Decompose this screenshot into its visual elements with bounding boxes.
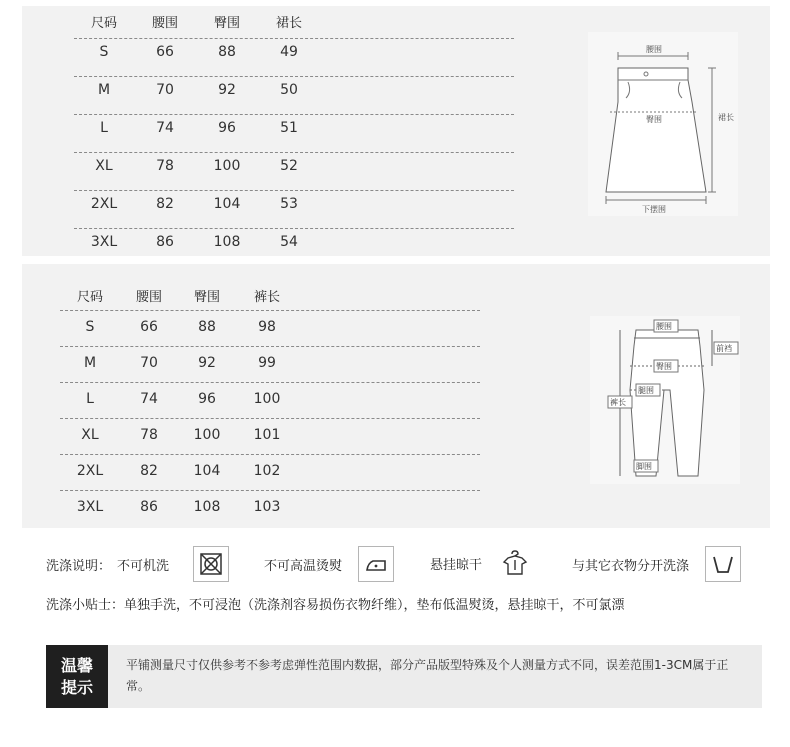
- table-cell: 100: [253, 391, 281, 407]
- care-label: 不可高温烫熨: [264, 558, 343, 574]
- pants-size-panel: [22, 264, 770, 528]
- table-cell: 51: [280, 120, 298, 136]
- care-item-hang-dry: [430, 546, 532, 580]
- table-cell: XL: [81, 427, 99, 443]
- column-header: 腰围: [151, 15, 178, 31]
- pants-waist-label: 腰围: [656, 322, 672, 331]
- skirt-diagram: [588, 32, 738, 216]
- care-label: 与其它衣物分开洗涤: [572, 558, 690, 574]
- table-cell: 70: [156, 82, 174, 98]
- table-cell: M: [97, 82, 111, 98]
- notice-text: 平铺测量尺寸仅供参考不参考虑弹性范围内数据，部分产品版型特殊及个人测量方式不同，误差范围1-3CM属于正常。: [126, 658, 729, 693]
- pants-length-label: 裤长: [610, 398, 626, 407]
- table-cell: 2XL: [76, 463, 104, 479]
- table-row: [74, 192, 320, 216]
- pants-hip-label: 臀围: [656, 362, 672, 371]
- column-header: 尺码: [76, 289, 103, 305]
- table-cell: 50: [280, 82, 298, 98]
- table-cell: 99: [258, 355, 276, 371]
- row-divider: [74, 38, 514, 39]
- pants-thigh-label: 腿围: [638, 386, 654, 395]
- table-cell: 101: [253, 427, 281, 443]
- table-cell: 96: [198, 391, 216, 407]
- pants-leg-opening-label: 脚围: [636, 462, 652, 471]
- care-title: 洗涤说明：: [46, 558, 112, 574]
- column-header: 裤长: [253, 289, 280, 305]
- skirt-hem-label: 下摆围: [642, 205, 666, 214]
- notice-box: [46, 645, 762, 708]
- table-cell: 78: [156, 158, 174, 174]
- pants-diagram: [590, 316, 740, 484]
- row-divider: [60, 454, 480, 455]
- table-cell: 96: [218, 120, 236, 136]
- table-cell: 104: [213, 196, 241, 212]
- pants-size-table: [60, 264, 480, 528]
- notice-badge-line2: 提示: [60, 677, 93, 697]
- table-cell: 53: [280, 196, 298, 212]
- table-cell: 66: [156, 44, 174, 60]
- table-cell: 92: [198, 355, 216, 371]
- table-row: [74, 78, 320, 102]
- table-cell: M: [83, 355, 97, 371]
- table-cell: 49: [280, 44, 298, 60]
- skirt-length-label: 裙长: [718, 113, 734, 122]
- care-item-no-high-temp-iron: [264, 546, 394, 582]
- row-divider: [74, 114, 514, 115]
- table-row: [60, 495, 298, 519]
- table-cell: 86: [140, 499, 158, 515]
- table-cell: 108: [213, 234, 241, 250]
- table-cell: 3XL: [90, 234, 118, 250]
- table-cell: 52: [280, 158, 298, 174]
- table-cell: 82: [140, 463, 158, 479]
- notice-badge-line1: 温馨: [60, 655, 93, 675]
- column-header: 臀围: [213, 15, 240, 31]
- table-row: [60, 351, 298, 375]
- table-cell: 100: [193, 427, 221, 443]
- care-item-wash-separately: [572, 546, 741, 582]
- table-header: [60, 284, 298, 306]
- table-cell: 104: [193, 463, 221, 479]
- column-header: 臀围: [193, 289, 220, 305]
- row-divider: [74, 76, 514, 77]
- table-cell: 108: [193, 499, 221, 515]
- table-row: [74, 40, 320, 64]
- table-cell: 70: [140, 355, 158, 371]
- skirt-hip-label: 臀围: [646, 115, 662, 124]
- column-header: 裙长: [275, 15, 302, 31]
- table-cell: L: [100, 120, 108, 136]
- table-cell: 74: [156, 120, 174, 136]
- low-temp-iron-icon: [358, 546, 394, 582]
- care-label: 不可机洗: [117, 558, 170, 574]
- column-header: 尺码: [90, 15, 117, 31]
- table-row: [74, 116, 320, 140]
- row-divider: [60, 310, 480, 311]
- table-cell: 66: [140, 319, 158, 335]
- table-cell: 103: [253, 499, 281, 515]
- care-item-no-machine-wash: [46, 546, 229, 582]
- care-tips: 洗涤小贴士：单独手洗，不可浸泡（洗涤剂容易损伤衣物纤维），垫布低温熨烫，悬挂晾干，不可氯漂: [46, 598, 625, 613]
- notice-badge: [46, 645, 108, 708]
- table-cell: 74: [140, 391, 158, 407]
- table-cell: 3XL: [76, 499, 104, 515]
- table-row: [60, 423, 298, 447]
- table-cell: 102: [253, 463, 281, 479]
- table-cell: 100: [213, 158, 241, 174]
- table-cell: 98: [258, 319, 276, 335]
- row-divider: [60, 490, 480, 491]
- row-divider: [60, 418, 480, 419]
- table-cell: 92: [218, 82, 236, 98]
- table-row: [60, 387, 298, 411]
- table-row: [60, 459, 298, 483]
- wash-separately-icon: [705, 546, 741, 582]
- table-cell: 86: [156, 234, 174, 250]
- table-cell: 88: [218, 44, 236, 60]
- table-cell: 82: [156, 196, 174, 212]
- row-divider: [60, 382, 480, 383]
- row-divider: [60, 346, 480, 347]
- table-cell: S: [99, 44, 109, 60]
- table-cell: XL: [95, 158, 113, 174]
- table-row: [74, 230, 320, 254]
- table-row: [60, 315, 298, 339]
- row-divider: [74, 190, 514, 191]
- table-cell: S: [85, 319, 95, 335]
- column-header: 腰围: [135, 289, 162, 305]
- table-cell: 2XL: [90, 196, 118, 212]
- table-cell: 88: [198, 319, 216, 335]
- skirt-size-table: [74, 6, 514, 256]
- table-header: [74, 10, 320, 32]
- pants-rise-label: 前裆: [716, 344, 732, 353]
- table-cell: L: [86, 391, 94, 407]
- row-divider: [74, 228, 514, 229]
- skirt-size-panel: [22, 6, 770, 256]
- table-row: [74, 154, 320, 178]
- care-label: 悬挂晾干: [430, 557, 483, 573]
- table-cell: 78: [140, 427, 158, 443]
- no-machine-wash-icon: [193, 546, 229, 582]
- table-cell: 54: [280, 234, 298, 250]
- hang-dry-icon: [498, 546, 532, 580]
- skirt-waist-label: 腰围: [646, 45, 662, 54]
- row-divider: [74, 152, 514, 153]
